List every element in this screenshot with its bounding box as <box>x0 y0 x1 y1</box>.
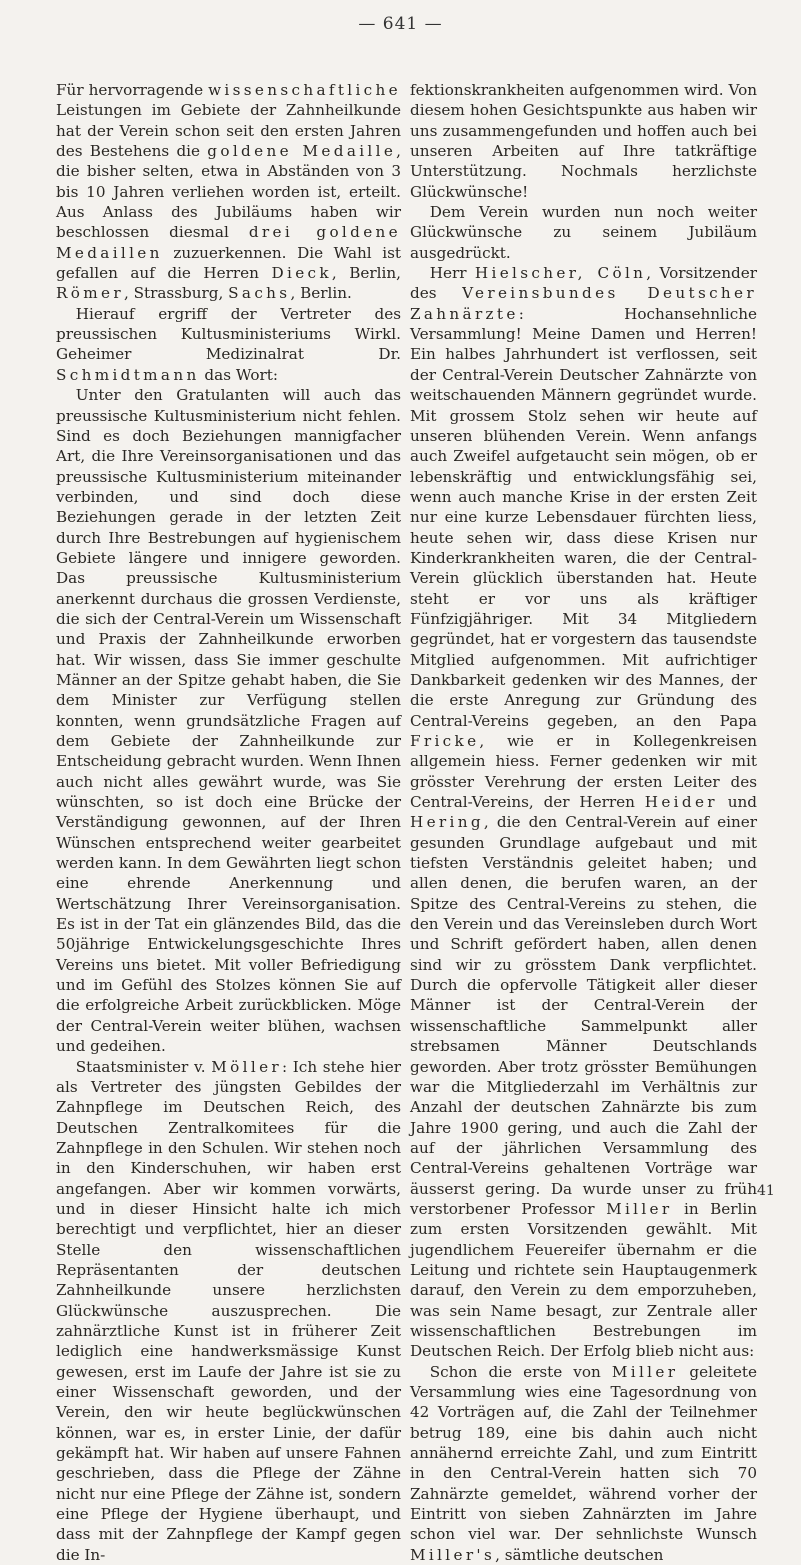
text-run: Für hervorragende <box>56 81 208 99</box>
text-run: : Ich stehe hier als Vertreter des jüngsten Gebildes der Zahnpflege im Deutschen Reich, des Deutschen Zentralkomitees für die Zahnpflege in den Schulen. Wir stehen noch in den Kinderschuhen, wir haben erst angefangen. Aber wir kommen vorwärts, und in dieser Hinsicht halte ich mich berechtigt und verpflichtet, hier an dieser Stelle den wissenschaftlichen Repräsentanten der deutschen Zahnheilkunde unsere herzlichsten Glückwünsche auszusprechen. Die zahnärztliche Kunst ist in früherer Zeit lediglich eine handwerksmässige Kunst gewesen, erst im Laufe der Jahre ist sie zu einer Wissenschaft geworden, und der Verein, den wir heute beglückwünschen können, war es, in erster Linie, der dafür gekämpft hat. Wir haben auf unsere Fahnen geschrieben, dass die Pflege der Zähne nicht nur eine Pflege der Zähne ist, sondern eine Pflege der Hygiene überhaupt, und dass mit der Zahnpflege der Kampf gegen die In- <box>56 1058 401 1564</box>
text-run: , Berlin, <box>332 264 401 282</box>
text-run: und <box>718 793 757 811</box>
text-run: , Berlin. <box>290 284 351 302</box>
spaced-name: wissenschaftliche <box>208 81 401 99</box>
spaced-name: Miller <box>606 1200 672 1218</box>
text-run: Unter den Gratulanten will auch das preussische Kultusministerium nicht fehlen. Sind es doch Beziehungen mannigfacher Art, die Ihre Vereinsorganisationen und das preussische Kultusministerium miteinander verbinden, und sind doch diese Beziehungen gerade in der letzten Zeit durch Ihre Bestrebungen auf hygienischem Gebiete längere und innigere geworden. Das preussische Kultusministerium anerkennt durchaus die grossen Verdienste, die sich der Central-Verein um Wissenschaft und Praxis der Zahnheilkunde erworben hat. Wir wissen, dass Sie immer geschulte Männer an der Spitze gehabt haben, die Sie dem Minister zur Verfügung stellen konnten, wenn grundsätzliche Fragen auf dem Gebiete der Zahnheilkunde zur Entscheidung gebracht wurden. Wenn Ihnen auch nicht alles gewährt wurde, was Sie wünschten, so ist doch eine Brücke der Verständigung gewonnen, auf der Ihren Wünschen entsprechend weiter gearbeitet werden kann. In dem Gewährten liegt schon eine ehrende Anerkennung und Wertschätzung Ihrer Vereinsorganisation. Es ist in der Tat ein glänzendes Bild, das die 50jährige Entwickelungsgeschichte Ihres Vereins uns bietet. Mit voller Befriedigung und im Gefühl des Stolzes können Sie auf die erfolgreiche Arbeit zurückblicken. Möge der Central-Verein weiter blühen, wachsen und gedeihen. <box>56 386 401 1055</box>
spaced-name: Hering <box>410 813 484 831</box>
text-run: , Vorsitzender des <box>410 264 757 302</box>
spaced-name: goldene Medaille <box>207 142 396 160</box>
text-run: das Wort: <box>200 366 278 384</box>
spaced-name: Möller <box>211 1058 282 1076</box>
text-run: , Strassburg, <box>124 284 228 302</box>
spaced-name: Fricke <box>410 732 479 750</box>
paragraph-miller-versammlung <box>410 1362 757 1565</box>
paragraph-moeller-continued <box>410 80 757 202</box>
paragraph-schmidtmann-intro <box>56 304 401 385</box>
text-run: fektionskrankheiten aufgenommen wird. Von diesem hohen Gesichtspunkte aus haben wir uns zusammengefunden und hoffen auch bei unseren Arbeiten auf Ihre tatkräftige Unterstützung. Nochmals herzlichste Glückwünsche! <box>410 81 757 201</box>
text-run: , die den Central-Verein auf einer gesunden Grundlage aufgebaut und mit tiefsten Verständnis geleitet haben; und allen denen, die berufen waren, an der Spitze des Central-Vereins zu stehen, die den Verein und das Vereinsleben durch Wort und Schrift gefördert haben, allen denen sind wir zu grösstem Dank verpflichtet. Durch die opfervolle Tätigkeit aller dieser Männer ist der Central-Verein der wissenschaftliche Sammelpunkt aller strebsamen Männer Deutschlands geworden. Aber trotz grösster Bemühungen war die Mitgliederzahl im Verhältnis zur Anzahl der deutschen Zahnärzte bis zum Jahre 1900 gering, und auch die Zahl der auf der jährlichen Versammlung des Central-Vereins gehaltenen Vorträge war äusserst gering. Da wurde unser zu früh verstorbener Professor <box>410 813 757 1218</box>
spaced-name: Sachs <box>228 284 290 302</box>
spaced-name: Vereinsbundes Deutscher Zahnärzte <box>410 284 757 322</box>
spaced-name: Miller's <box>410 1546 495 1564</box>
text-run: Schon die erste von <box>430 1363 612 1381</box>
text-run: Herr <box>430 264 475 282</box>
text-run: Staatsminister v. <box>76 1058 212 1076</box>
text-run: Leistungen im Gebiete der Zahnheilkunde hat der Verein schon seit den ersten Jahren des Bestehens die <box>56 101 401 160</box>
text-run: , wie er in Kollegenkreisen allgemein hiess. Ferner gedenken wir mit grösster Verehrung der ersten Leiter des Central-Vereins, der Herren <box>410 732 757 811</box>
text-run: Hierauf ergriff der Vertreter des preussischen Kultusministeriums Wirkl. Geheimer Medizinalrat Dr. <box>56 305 401 364</box>
text-run: , die bisher selten, etwa in Abständen von 3 bis 10 Jahren verliehen worden ist, erteilt. Aus Anlass des Jubiläums haben wir beschlossen diesmal <box>56 142 401 241</box>
right-column <box>410 80 757 1565</box>
text-run: : Hochansehnliche Versammlung! Meine Damen und Herren! Ein halbes Jahrhundert ist verflossen, seit der Central-Verein Deutscher Zahnärzte von weitschauenden Männern gegründet wurde. Mit grossem Stolz sehen wir heute auf unseren blühenden Verein. Wenn anfangs auch Zweifel aufgetaucht sein mögen, ob er lebenskräftig und entwicklungsfähig sei, wenn auch manche Krise in der ersten Zeit nur eine kurze Lebensdauer fürchten liess, heute sehen wir, dass diese Krisen nur Kinderkrankheiten waren, die der Central-Verein glücklich überstanden hat. Heute steht er vor uns als kräftiger Fünfzigjähriger. Mit 34 Mitgliedern gegründet, hat er vorgestern das tausendste Mitglied aufgenommen. Mit aufrichtiger Dankbarkeit gedenken wir des Mannes, der die erste Anregung zur Gründung des Central-Vereins gegeben, an den Papa <box>410 305 757 730</box>
spaced-name: Miller <box>612 1363 678 1381</box>
page-number: — 641 — <box>0 14 801 34</box>
paragraph-schmidtmann-speech <box>56 385 401 1056</box>
left-column <box>56 80 401 1565</box>
text-run: Dem Verein wurden nun noch weiter Glückwünsche zu seinem Jubiläum ausgedrückt. <box>410 203 757 262</box>
text-run: zuzuerkennen. Die Wahl ist gefallen auf die Herren <box>56 244 401 282</box>
text-run: in Berlin zum ersten Vorsitzenden gewählt. Mit jugendlichem Feuereifer übernahm er die Leitung und richtete sein Hauptaugenmerk darauf, den Verein zu dem emporzuheben, was sein Name besagt, zur Zentrale aller wissenschaftlichen Bestrebungen im Deutschen Reich. Der Erfolg blieb nicht aus: <box>410 1200 757 1360</box>
signature-mark: 41 <box>757 1183 775 1199</box>
text-run: , sämtliche deutschen <box>495 1546 663 1564</box>
paragraph-medaillen <box>56 80 401 304</box>
spaced-name: Römer <box>56 284 124 302</box>
paragraph-moeller-speech <box>56 1057 401 1565</box>
spaced-name: drei goldene Medaillen <box>56 223 401 261</box>
spaced-name: Dieck <box>271 264 331 282</box>
paragraph-glueckwuensche <box>410 202 757 263</box>
paragraph-hielscher-speech <box>410 263 757 1362</box>
spaced-name: Hielscher, Cöln <box>475 264 646 282</box>
spaced-name: Heider <box>645 793 718 811</box>
spaced-name: Schmidtmann <box>56 366 200 384</box>
text-run: geleitete Versammlung wies eine Tagesordnung von 42 Vorträgen auf, die Zahl der Teilnehmer betrug 189, eine bis dahin auch nicht annähernd erreichte Zahl, und zum Eintritt in den Central-Verein hatten sich 70 Zahnärzte gemeldet, während vorher der Eintritt von sieben Zahnärzten im Jahre schon viel war. Der sehnlichste Wunsch <box>410 1363 757 1544</box>
